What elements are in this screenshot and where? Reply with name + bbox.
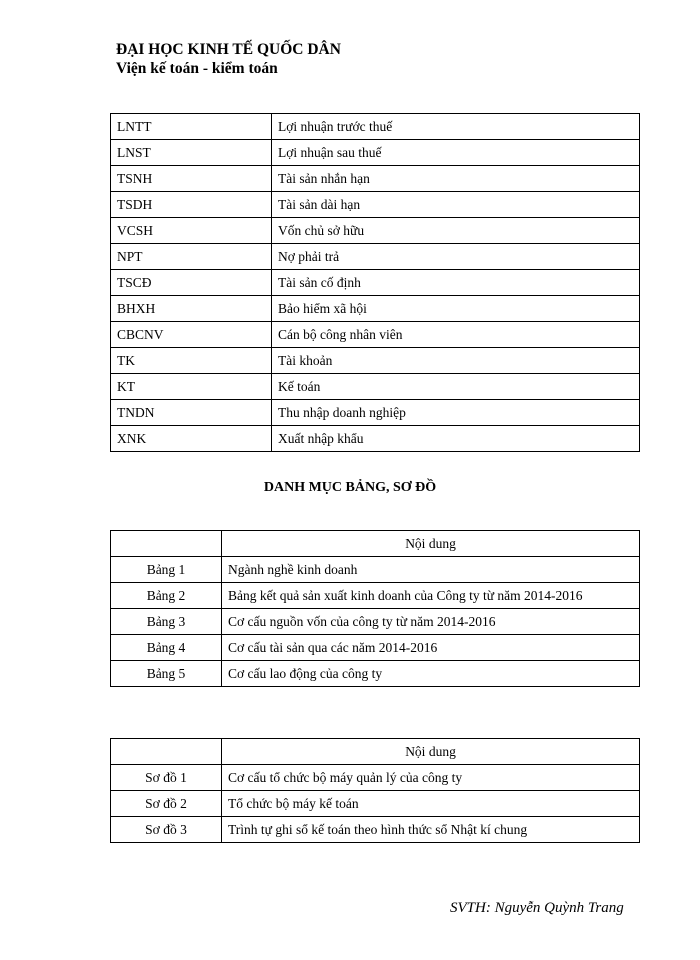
table-row	[111, 635, 640, 661]
row-content: Cơ cấu lao động của công ty	[222, 661, 640, 687]
abbreviation-meaning: Tài sản cố định	[272, 270, 640, 296]
abbreviation-meaning: Nợ phải trả	[272, 244, 640, 270]
header-content-cell: Nội dung	[222, 739, 640, 765]
table-row	[111, 322, 640, 348]
header-content-cell: Nội dung	[222, 531, 640, 557]
university-name: ĐẠI HỌC KINH TẾ QUỐC DÂN	[116, 41, 341, 58]
table-row	[111, 140, 640, 166]
table-row	[111, 557, 640, 583]
abbreviation-code: NPT	[111, 244, 272, 270]
abbreviation-meaning: Vốn chủ sở hữu	[272, 218, 640, 244]
table-row	[111, 296, 640, 322]
diagrams-list-table	[110, 738, 640, 843]
abbreviation-code: XNK	[111, 426, 272, 452]
abbreviation-code: LNTT	[111, 114, 272, 140]
table-row	[111, 583, 640, 609]
table-row	[111, 374, 640, 400]
table-row	[111, 218, 640, 244]
abbreviation-code: VCSH	[111, 218, 272, 244]
table-row	[111, 270, 640, 296]
row-content: Cơ cấu tổ chức bộ máy quản lý của công ty	[222, 765, 640, 791]
abbreviation-meaning: Lợi nhuận sau thuế	[272, 140, 640, 166]
abbreviation-meaning: Cán bộ công nhân viên	[272, 322, 640, 348]
row-content: Ngành nghề kinh doanh	[222, 557, 640, 583]
abbreviation-code: TSNH	[111, 166, 272, 192]
table-row	[111, 400, 640, 426]
table-row	[111, 114, 640, 140]
row-label: Sơ đồ 2	[111, 791, 222, 817]
abbreviation-meaning: Tài khoản	[272, 348, 640, 374]
abbreviation-code: CBCNV	[111, 322, 272, 348]
row-label: Sơ đồ 1	[111, 765, 222, 791]
row-content: Cơ cấu nguồn vốn của công ty từ năm 2014-2016	[222, 609, 640, 635]
abbreviation-code: TNDN	[111, 400, 272, 426]
row-label: Bảng 1	[111, 557, 222, 583]
abbreviation-meaning: Xuất nhập khẩu	[272, 426, 640, 452]
abbreviation-code: TSDH	[111, 192, 272, 218]
section-title: DANH MỤC BẢNG, SƠ ĐỒ	[263, 480, 437, 495]
row-label: Bảng 3	[111, 609, 222, 635]
row-content: Bảng kết quả sản xuất kinh doanh của Công ty từ năm 2014-2016	[222, 583, 640, 609]
abbreviation-meaning: Tài sản dài hạn	[272, 192, 640, 218]
abbreviation-meaning: Kế toán	[272, 374, 640, 400]
table-row	[111, 609, 640, 635]
abbreviation-code: BHXH	[111, 296, 272, 322]
table-header-row	[111, 739, 640, 765]
row-label: Sơ đồ 3	[111, 817, 222, 843]
row-content: Cơ cấu tài sản qua các năm 2014-2016	[222, 635, 640, 661]
abbreviation-meaning: Tài sản nhắn hạn	[272, 166, 640, 192]
table-row	[111, 817, 640, 843]
row-content: Tổ chức bộ máy kế toán	[222, 791, 640, 817]
abbreviation-meaning: Bảo hiểm xã hội	[272, 296, 640, 322]
institute-name: Viện kế toán - kiểm toán	[116, 60, 278, 77]
row-label: Bảng 5	[111, 661, 222, 687]
abbreviation-meaning: Lợi nhuận trước thuế	[272, 114, 640, 140]
abbreviation-code: TSCĐ	[111, 270, 272, 296]
table-row	[111, 791, 640, 817]
row-label: Bảng 2	[111, 583, 222, 609]
document-header	[116, 40, 341, 78]
header-label-cell	[111, 739, 222, 765]
table-row	[111, 348, 640, 374]
signature: SVTH: Nguyễn Quỳnh Trang	[450, 900, 624, 916]
header-label-cell	[111, 531, 222, 557]
abbreviations-table	[110, 113, 640, 452]
table-row	[111, 661, 640, 687]
table-row	[111, 426, 640, 452]
abbreviation-code: TK	[111, 348, 272, 374]
table-row	[111, 166, 640, 192]
row-label: Bảng 4	[111, 635, 222, 661]
tables-list-table	[110, 530, 640, 687]
abbreviation-code: LNST	[111, 140, 272, 166]
table-row	[111, 244, 640, 270]
table-header-row	[111, 531, 640, 557]
table-row	[111, 765, 640, 791]
abbreviation-meaning: Thu nhập doanh nghiệp	[272, 400, 640, 426]
row-content: Trình tự ghi sổ kế toán theo hình thức sổ Nhật kí chung	[222, 817, 640, 843]
abbreviation-code: KT	[111, 374, 272, 400]
table-row	[111, 192, 640, 218]
